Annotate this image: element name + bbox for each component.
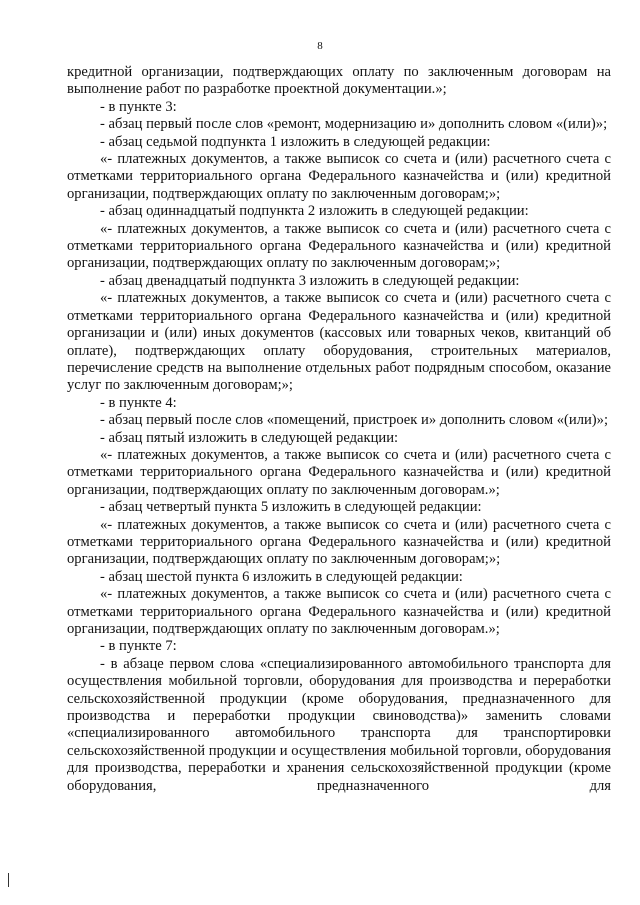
- paragraph: - абзац первый после слов «ремонт, модернизацию и» дополнить словом «(или)»;: [100, 116, 608, 133]
- paragraph: - абзац двенадцатый подпункта 3 изложить в следующей редакции:: [100, 272, 520, 289]
- document-body: [67, 64, 611, 795]
- paragraph: - в пункте 7:: [100, 638, 177, 655]
- paragraph: «- платежных документов, а также выписок со счета и (или) расчетного счета с отметками территориального органа Федерального казначейства и (или) кредитной организации, подтверждающих оплату по заключенным договорам.»;: [67, 586, 611, 637]
- scan-edge-mark: [8, 873, 9, 887]
- paragraph: - в пункте 4:: [100, 394, 177, 411]
- paragraph: - абзац шестой пункта 6 изложить в следующей редакции:: [100, 568, 463, 585]
- paragraph: кредитной организации, подтверждающих оплату по заключенным договорам на выполнение работ по разработке проектной документации.»;: [67, 64, 611, 98]
- paragraph: - в абзаце первом слова «специализированного автомобильного транспорта для осуществления мобильной торговли, оборудования для производства и переработки сельскохозяйственной продукции (кроме оборудования, предназначенного для производства и переработки продукции свиноводства)» заменить словами «специализированного автомобильного транспорта для транспортировки сельскохозяйственной продукции и осуществления мобильной торговли, оборудования для производства, переработки и хранения сельскохозяйственной продукции (кроме оборудования, предназначенного для: [67, 655, 611, 794]
- paragraph: - абзац одиннадцатый подпункта 2 изложить в следующей редакции:: [100, 203, 529, 220]
- paragraph: «- платежных документов, а также выписок со счета и (или) расчетного счета с отметками территориального органа Федерального казначейства и (или) кредитной организации, подтверждающих оплату по заключенным договорам;»;: [67, 220, 611, 272]
- paragraph: - в пункте 3:: [100, 98, 177, 115]
- paragraph: - абзац пятый изложить в следующей редакции:: [100, 429, 399, 446]
- paragraph: «- платежных документов, а также выписок со счета и (или) расчетного счета с отметками территориального органа Федерального казначейства и (или) кредитной организации и (или) иных документов (кассовых или товарных чеков, квитанций об оплате), подтверждающих оплату оборудования, строительных материалов, перечисление средств на выполнение отдельных работ подрядным способом, оказание услуг по заключенным договорам;»;: [67, 290, 611, 394]
- paragraph: «- платежных документов, а также выписок со счета и (или) расчетного счета с отметками территориального органа Федерального казначейства и (или) кредитной организации, подтверждающих оплату по заключенным договорам;»;: [67, 516, 611, 568]
- paragraph: «- платежных документов, а также выписок со счета и (или) расчетного счета с отметками территориального органа Федерального казначейства и (или) кредитной организации, подтверждающих оплату по заключенным договорам.»;: [67, 446, 611, 498]
- paragraph: - абзац четвертый пункта 5 изложить в следующей редакции:: [100, 499, 482, 516]
- paragraph: «- платежных документов, а также выписок со счета и (или) расчетного счета с отметками территориального органа Федерального казначейства и (или) кредитной организации, подтверждающих оплату по заключенным договорам;»;: [67, 151, 611, 202]
- paragraph: - абзац первый после слов «помещений, пристроек и» дополнить словом «(или)»;: [100, 412, 609, 429]
- paragraph: - абзац седьмой подпункта 1 изложить в следующей редакции:: [100, 133, 491, 150]
- page-number: 8: [317, 40, 323, 52]
